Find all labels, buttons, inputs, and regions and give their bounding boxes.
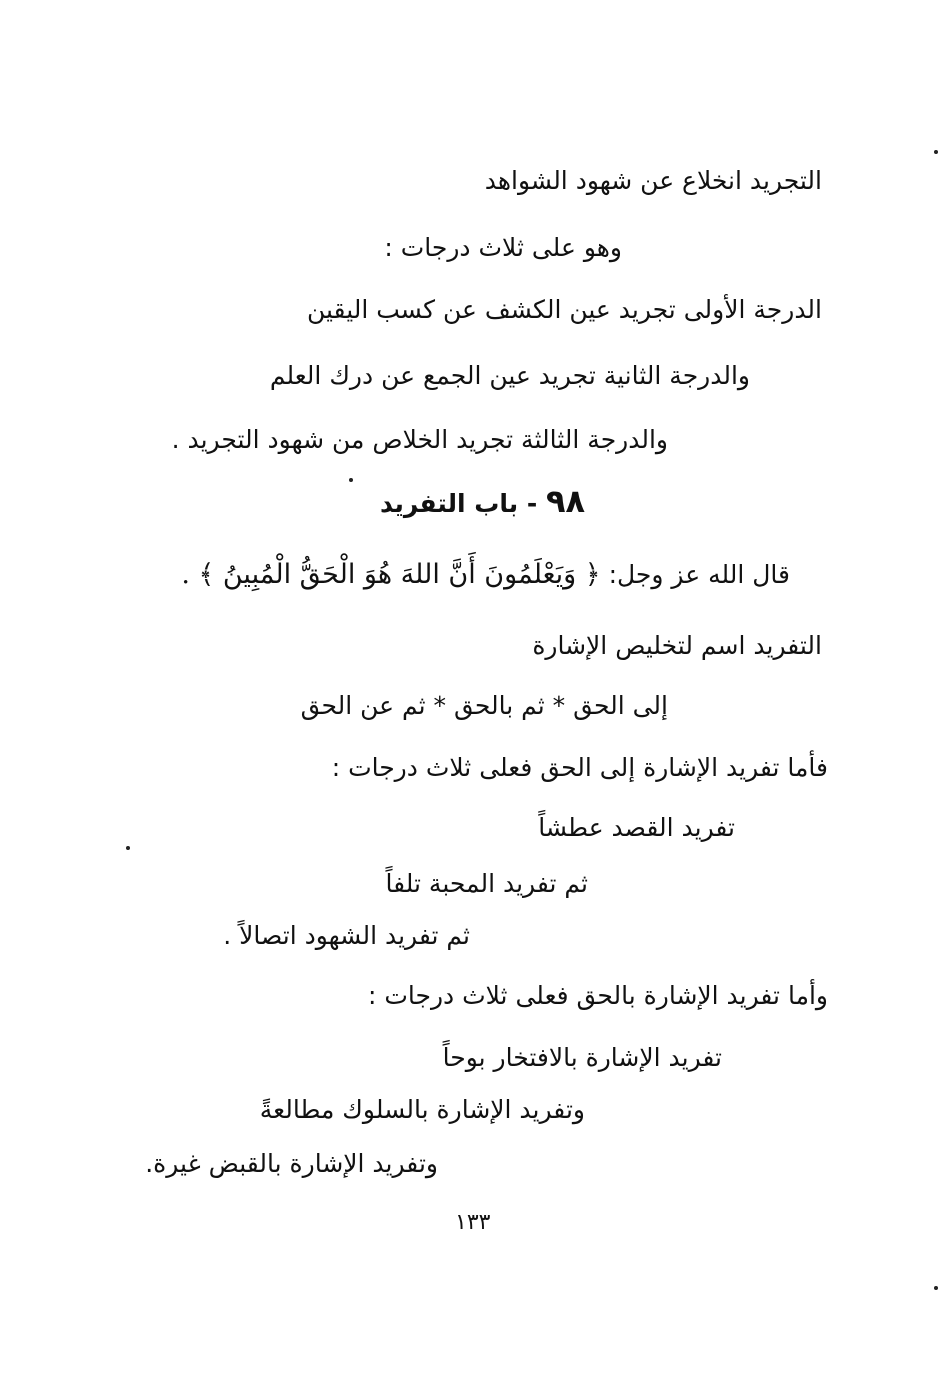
text-line-1: التجريد انخلاع عن شهود الشواهد	[484, 166, 822, 195]
section-number: ٩٨	[545, 482, 585, 520]
text-line-5: والدرجة الثالثة تجريد الخلاص من شهود التجريد .	[171, 425, 668, 454]
body-line-7: وأما تفريد الإشارة بالحق فعلى ثلاث درجات :	[367, 981, 828, 1010]
quran-verse: ﴿ وَيَعْلَمُونَ أَنَّ اللهَ هُوَ الْحَقُّ الْمُبِينُ ﴾ .	[181, 559, 601, 590]
scan-speck	[934, 150, 938, 154]
text-line-3: الدرجة الأولى تجريد عين الكشف عن كسب اليقين	[306, 295, 822, 324]
page-number: ١٣٣	[455, 1210, 491, 1235]
text-line-4: والدرجة الثانية تجريد عين الجمع عن درك العلم	[269, 361, 750, 390]
body-line-6: ثم تفريد الشهود اتصالاً .	[223, 921, 470, 950]
scan-speck	[126, 846, 130, 850]
body-line-9: وتفريد الإشارة بالسلوك مطالعةً	[259, 1095, 585, 1124]
section-heading	[380, 483, 585, 522]
body-line-3: فأما تفريد الإشارة إلى الحق فعلى ثلاث درجات :	[331, 753, 828, 782]
scan-speck	[934, 1286, 938, 1290]
verse-intro: قال الله عز وجل:	[608, 560, 790, 589]
text-line-2: وهو على ثلاث درجات :	[384, 233, 622, 262]
body-line-10: وتفريد الإشارة بالقبض غيرة.	[145, 1149, 438, 1178]
verse-line	[181, 557, 790, 593]
body-line-5: ثم تفريد المحبة تلفاً	[385, 869, 588, 898]
scan-speck	[349, 478, 353, 482]
body-line-1: التفريد اسم لتخليص الإشارة	[532, 631, 822, 660]
body-line-8: تفريد الإشارة بالافتخار بوحاً	[442, 1043, 722, 1072]
body-line-2: إلى الحق * ثم بالحق * ثم عن الحق	[300, 691, 668, 720]
body-line-4: تفريد القصد عطشاً	[538, 813, 735, 842]
section-title: - باب التفريد	[380, 489, 538, 518]
